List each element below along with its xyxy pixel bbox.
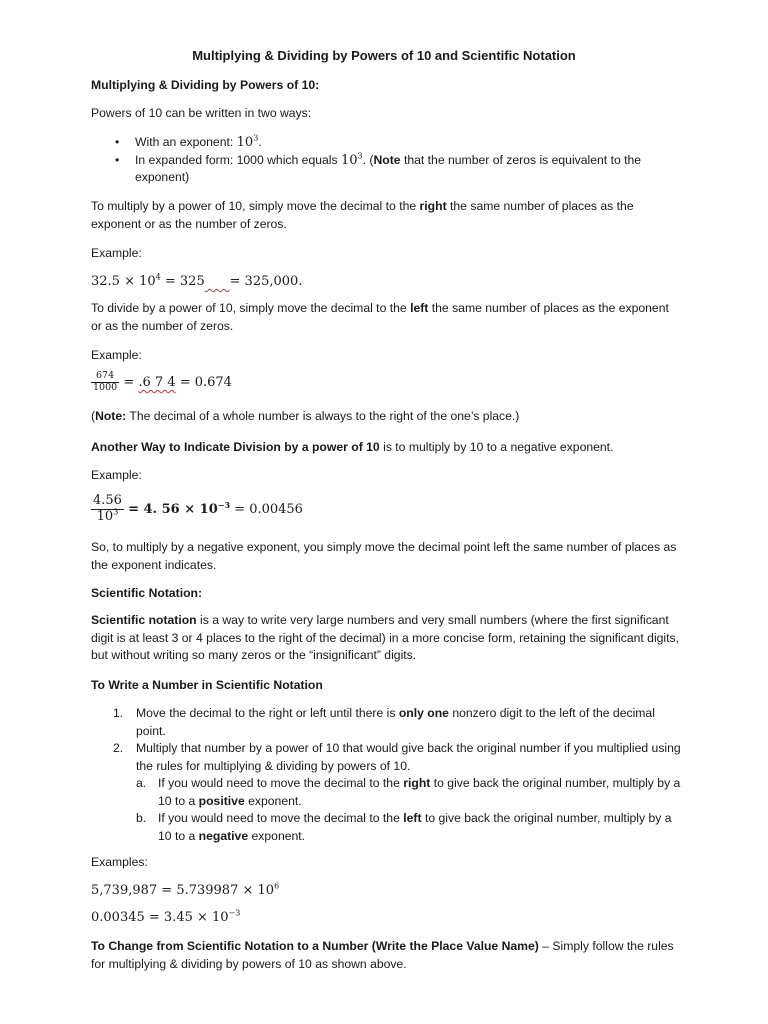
fraction: $\frac{4.56}{10^3}$ [93,493,122,524]
negative-exponent-summary: So, to multiply by a negative exponent, you simply move the decimal point left the same number of places as the exponent indicates. [91,540,677,572]
list-item: 2. Multiply that number by a power of 10 that would give back the original number if you multiplied using the rules for multiplying & dividing by powers of 10. a. If you would need to move the decimal to the right to give back the original number, multiply by a 10 to a positive exponent. b. If you would need to move the decimal to the left to give back the original number, multiply by a 10 to a negative exponent. [91,740,681,845]
sci-example-small: $0.00345 = 3.45 \times 10^{-3}$ [91,908,241,925]
multiply-rule: To multiply by a power of 10, simply move the decimal to the right the same number of places as the exponent or as the number of zeros. [91,199,634,231]
change-to-number-rule: To Change from Scientific Notation to a Number (Write the Place Value Name) – Simply follow the rules for multiplying & dividing by powers of 10 as shown above. [91,939,674,971]
substeps-list [136,775,681,845]
example-multiply: $32.5 \times 10^4 = 325$ = 325,000. [91,272,303,289]
ways-list [91,134,681,187]
example-label: Example: [91,348,142,362]
examples-label: Examples: [91,855,148,869]
spelling-squiggle [205,274,230,289]
sci-example-large: $5,739,987 = 5.739987 \times 10^6$ [91,881,280,898]
list-item: b. If you would need to move the decimal to the left to give back the original number, multiply by a 10 to a negative exponent. [136,811,672,843]
list-item: • With an exponent: $10^3$. [115,133,262,150]
section-heading-scientific-notation: Scientific Notation: [91,586,203,600]
note-whole-number: (Note: The decimal of a whole number is always to the right of the one’s place.) [91,409,520,423]
steps-list [91,705,681,845]
scientific-notation-definition: Scientific notation is a way to write very large numbers and very small numbers (where the first significant digit is at least 3 or 4 places to the right of the decimal) in a more concise form, retaining the significant digits, but without writing so many zeros or the “insignificant” digits. [91,613,679,662]
bullet-icon: • [115,152,120,167]
negative-exponent-rule: Another Way to Indicate Division by a power of 10 is to multiply by 10 to a negative exponent. [91,440,614,454]
example-label: Example: [91,468,142,482]
intro-text: Powers of 10 can be written in two ways: [91,106,312,120]
spelling-squiggle: .6 7 4 [138,374,176,390]
list-item: a. If you would need to move the decimal to the right to give back the original number, multiply by a 10 to a positive exponent. [136,776,681,808]
fraction: $\frac{674}{1000}$ [93,370,118,393]
section-heading-powers-of-10: Multiplying & Dividing by Powers of 10: [91,78,320,92]
bullet-icon: • [115,135,120,149]
example-divide: $\frac{674}{1000}$ = .6 7 4 = 0.674 [93,370,232,393]
document-title: Multiplying & Dividing by Powers of 10 and Scientific Notation [192,48,576,63]
example-label: Example: [91,246,142,260]
list-item: 1. Move the decimal to the right or left until there is only one nonzero digit to the left of the decimal point. [113,706,655,738]
example-negative-exponent: $\frac{4.56}{10^3}$ = 4. $56 \times 10^{-3} = 0.00456$ [93,493,303,524]
write-heading: To Write a Number in Scientific Notation [91,678,323,692]
list-item: • In expanded form: 1000 which equals $10^3$. (Note that the number of zeros is equivalent to the exponent) [115,151,642,184]
divide-rule: To divide by a power of 10, simply move the decimal to the left the same number of places as the exponent or as the number of zeros. [91,301,669,333]
